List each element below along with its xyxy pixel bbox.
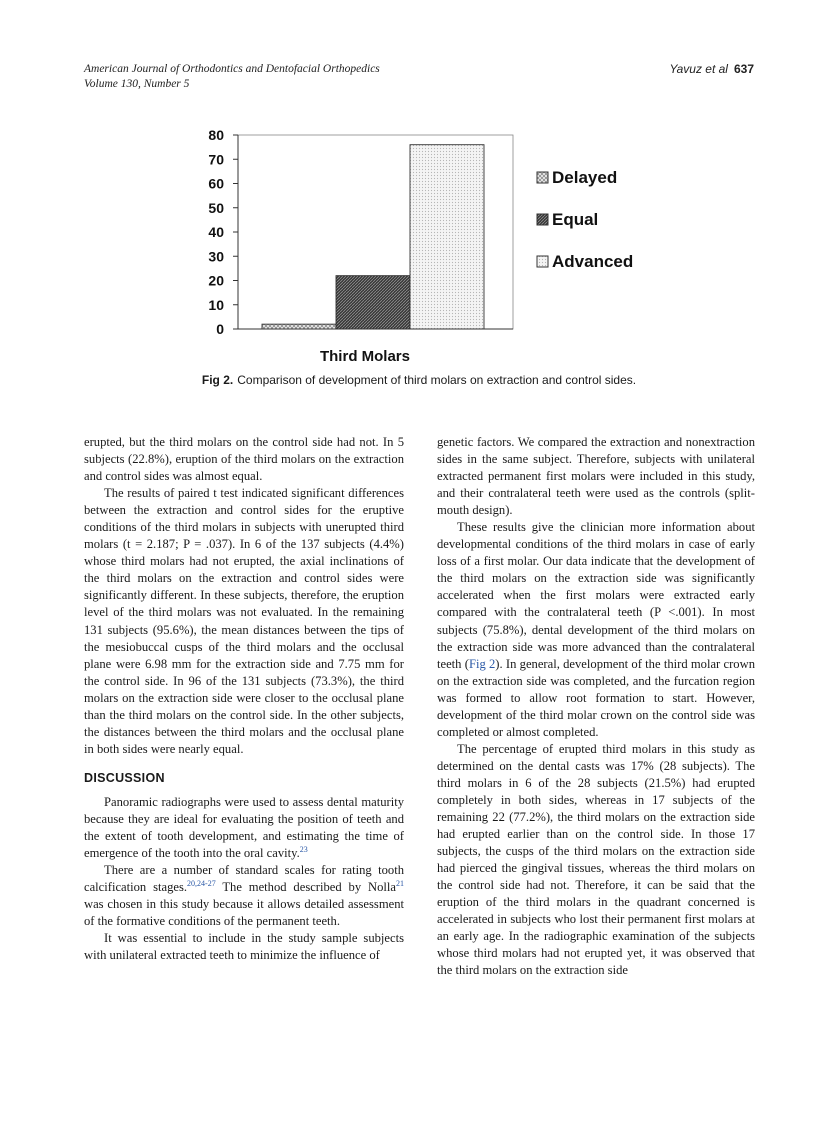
figure-chart (160, 120, 680, 370)
citation-ref[interactable]: 23 (299, 844, 308, 854)
x-axis-label: Third Molars (319, 348, 411, 365)
legend-swatch-equal (537, 214, 548, 225)
bar-advanced (410, 145, 484, 329)
paragraph: There are a number of standard scales for rating tooth calcification stages.$^{20,24-27}$ The method described by Nolla$^{21}$ was chosen in this study because it allows detailed assessment of the formative conditions of the permanent teeth. (84, 863, 404, 929)
y-tick-label: 80 (208, 127, 224, 143)
paragraph: erupted, but the third molars on the control side had not. In 5 subjects (22.8%), eruption of the third molars on the extraction and control sides was almost equal. (84, 435, 404, 484)
page-header-right (669, 62, 754, 76)
citation-ref[interactable]: 21 (396, 878, 404, 888)
y-tick-label: 20 (208, 272, 224, 289)
section-heading: DISCUSSION (84, 770, 165, 785)
author-name: Yavuz et al (669, 62, 728, 76)
legend (537, 168, 633, 271)
bar-delayed (262, 324, 336, 329)
legend-label-delayed: Delayed (552, 168, 618, 187)
legend-label-equal: Equal (552, 210, 599, 229)
bars (238, 145, 513, 329)
journal-volume: Volume 130, Number 5 (84, 78, 190, 90)
y-tick-label: 60 (208, 175, 224, 192)
figure-caption-text: Comparison of development of third molars on extraction and control sides. (237, 373, 637, 387)
page-number: 637 (733, 62, 754, 76)
y-tick-label: 70 (208, 151, 224, 168)
figure-ref-link[interactable]: Fig 2 (468, 656, 496, 671)
y-tick-label: 10 (208, 296, 224, 313)
paragraph: The results of paired t test indicated significant differences between the extraction and control sides for the eruptive conditions of the third molars in subjects with unerupted third molars (t = 2.187; P = .037). In 6 of the 137 subjects (4.4%) whose third molars had not erupted, the axial inclinations of the third molars on the extraction and control sides were significantly different. In these subjects, therefore, the eruption level of the third molars was not evaluated. In the remaining 131 subjects (95.6%), the mean distances between the tips of the mesiobuccal cusps of the third molars and the occlusal plane were 6.98 mm for the extraction side and 7.75 mm for the control side. In 96 of the 131 subjects (73.3%), the third molars on the extraction side were closer to the occlusal plane than the third molars on the control side. In the other subjects, the distances between the third molars and the occlusal plane in both sides were nearly equal. (84, 486, 404, 756)
y-tick-label: 0 (216, 321, 224, 337)
figure-caption (0, 373, 838, 387)
legend-swatch-delayed (537, 172, 548, 183)
left-column (84, 434, 404, 964)
journal-title: American Journal of Orthodontics and Dentofacial Orthopedics (84, 63, 380, 75)
paragraph: These results give the clinician more information about developmental conditions of the third molars in case of early loss of a first molar. Our data indicate that the development of the third molars on the extraction side was significantly accelerated when the first molars were extracted early compared with the contralateral teeth (P <.001). In most subjects (75.8%), dental development of the third molars on the extraction side was more advanced than the contralateral teeth (Fig 2). In general, development of the third molar crown on the extraction side was completed, and the furcation region was formed to allow root formation to start. However, development of the third molar crown on the control side was completed or almost completed. (437, 520, 755, 739)
paragraph: genetic factors. We compared the extraction and nonextraction sides in the same subject. Therefore, subjects with unilateral extracted permanent first molars were included in this study, and their contralateral teeth were used as the controls (split-mouth design). (437, 435, 755, 518)
legend-label-advanced: Advanced (552, 252, 634, 271)
paragraph: It was essential to include in the study sample subjects with unilateral extracted teeth to minimize the influence of (84, 931, 404, 963)
figure-label: Fig 2. (201, 373, 234, 387)
right-column (437, 434, 755, 980)
bar-equal (336, 276, 410, 329)
legend-swatch-advanced (537, 256, 548, 267)
citation-ref[interactable]: 20,24-27 (187, 878, 216, 888)
y-tick-label: 50 (208, 199, 224, 216)
paragraph: Panoramic radiographs were used to assess dental maturity because they are ideal for evaluating the position of teeth and the extent of tooth development, and estimating the time of emergence of the tooth into the oral cavity.$^{23}$ (84, 794, 404, 861)
running-header (84, 62, 380, 92)
y-tick-label: 30 (208, 248, 224, 265)
y-axis (208, 127, 238, 337)
y-tick-label: 40 (208, 224, 224, 240)
paragraph: The percentage of erupted third molars in this study as determined on the dental casts was 17% (28 subjects). The third molars in 6 of the 28 subjects (21.5%) had erupted completely in both sides, whereas in 17 subjects of the remaining 22 (77.2%), the third molars on the extraction side had erupted earlier than on the control side. In those 17 subjects, the cusps of the third molars on the extraction side had pierced the gingival tissues, whereas the third molars on the control side had not. Therefore, it can be said that the eruption of the third molars in the quadrant concerned is accelerated in subjects who lost their permanent first molars at an early age. In the radiographic examination of the subjects whose third molars had not erupted yet, it was observed that the third molars on the extraction side (437, 741, 755, 978)
